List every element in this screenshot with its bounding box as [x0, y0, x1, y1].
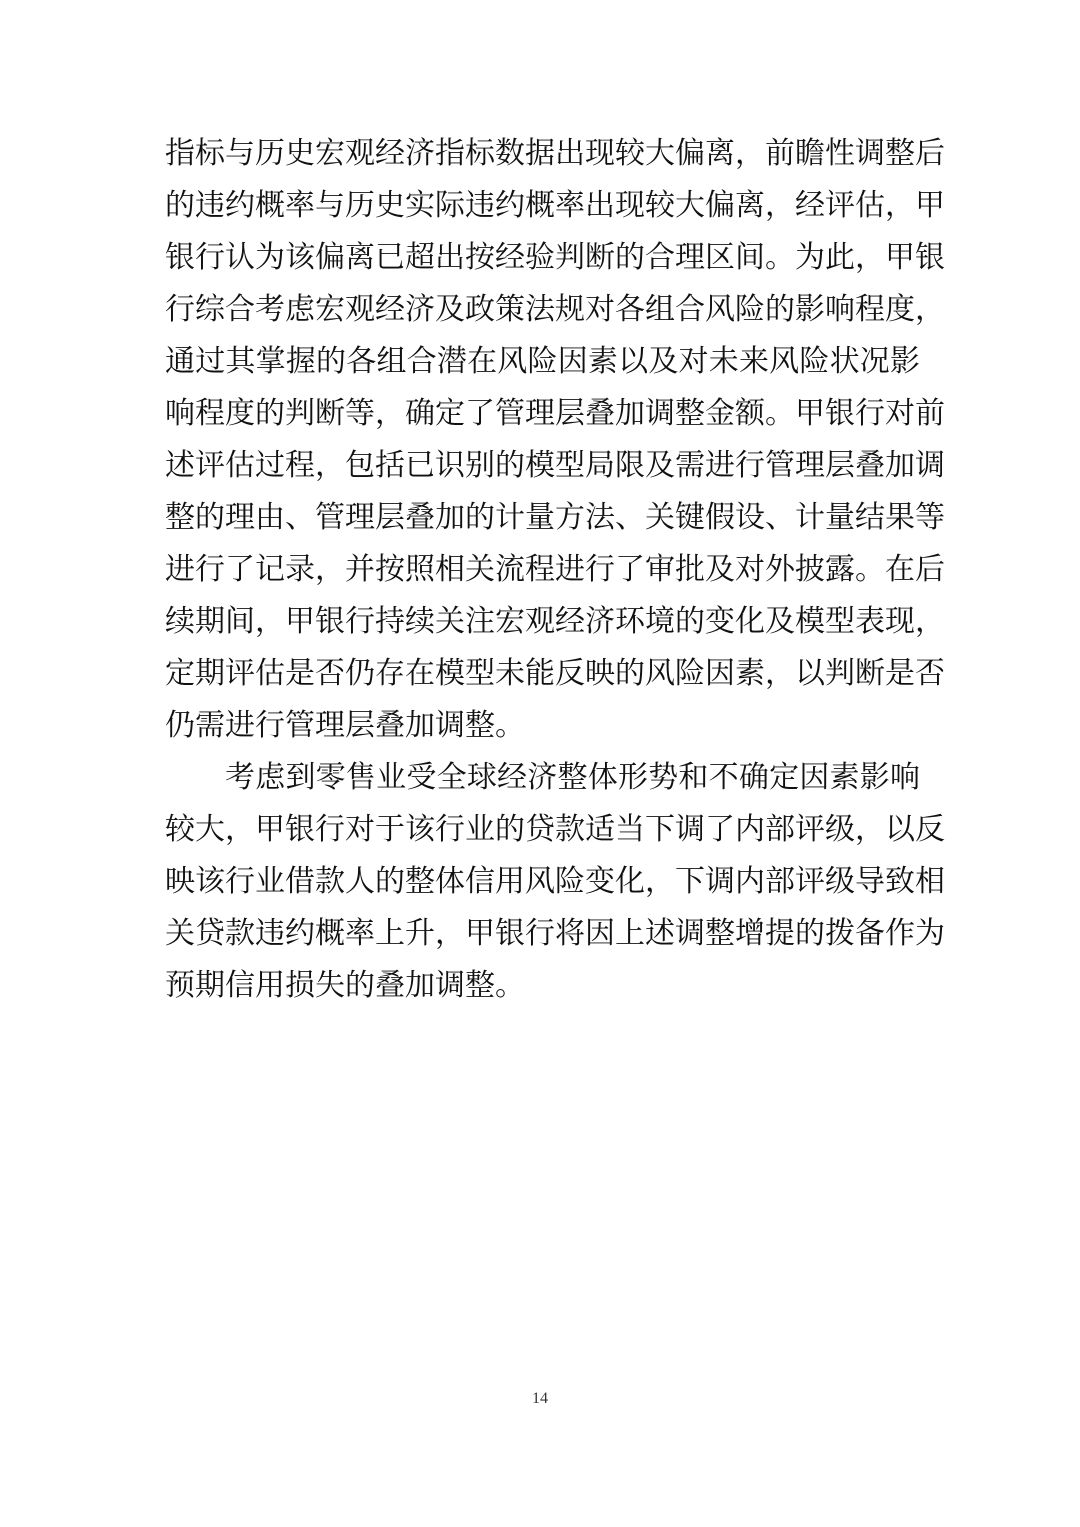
paragraph-2-line-5: 预期信用损失的叠加调整。: [165, 968, 525, 1003]
paragraph-1-line-10: 续期间，甲银行持续关注宏观经济环境的变化及模型表现，: [165, 604, 945, 639]
paragraph-1-line-6: 响程度的判断等，确定了管理层叠加调整金额。甲银行对前: [165, 396, 945, 431]
paragraph-1-line-5: 通过其掌握的各组合潜在风险因素以及对未来风险状况影: [165, 344, 920, 379]
paragraph-2-line-4: 关贷款违约概率上升，甲银行将因上述调整增提的拨备作为: [165, 916, 945, 951]
paragraph-2-line-2: 较大，甲银行对于该行业的贷款适当下调了内部评级，以反: [165, 812, 945, 847]
page-number: 14: [532, 1390, 548, 1407]
paragraph-2-line-3: 映该行业借款人的整体信用风险变化，下调内部评级导致相: [165, 864, 945, 899]
paragraph-1-line-3: 银行认为该偏离已超出按经验判断的合理区间。为此，甲银: [165, 240, 945, 275]
body-text: [165, 128, 945, 1012]
paragraph-1-line-2: 的违约概率与历史实际违约概率出现较大偏离，经评估，甲: [165, 188, 945, 223]
paragraph-1-line-12: 仍需进行管理层叠加调整。: [165, 708, 525, 743]
paragraph-2-line-1: 考虑到零售业受全球经济整体形势和不确定因素影响: [225, 760, 920, 795]
paragraph-1-line-4: 行综合考虑宏观经济及政策法规对各组合风险的影响程度，: [165, 292, 945, 327]
paragraph-1-line-9: 进行了记录，并按照相关流程进行了审批及对外披露。在后: [165, 552, 945, 587]
paragraph-1-line-8: 整的理由、管理层叠加的计量方法、关键假设、计量结果等: [165, 500, 945, 535]
paragraph-1-line-7: 述评估过程，包括已识别的模型局限及需进行管理层叠加调: [165, 448, 945, 483]
paragraph-1-line-1: 指标与历史宏观经济指标数据出现较大偏离，前瞻性调整后: [165, 136, 945, 171]
paragraph-1-line-11: 定期评估是否仍存在模型未能反映的风险因素，以判断是否: [165, 656, 945, 691]
